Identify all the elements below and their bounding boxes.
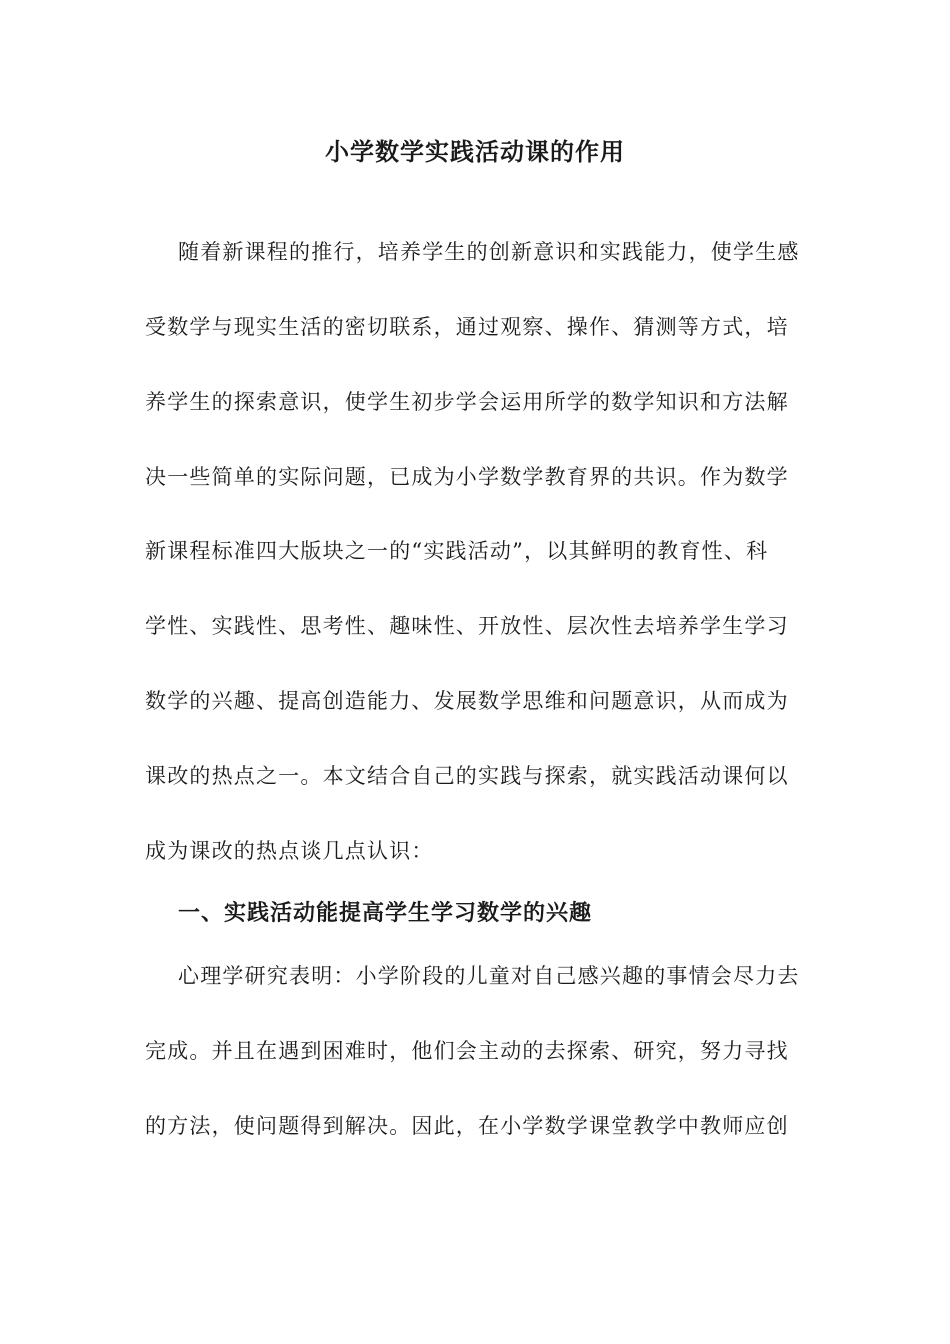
paragraph-line: 决一些简单的实际问题，已成为小学数学教育界的共识。作为数学	[145, 465, 789, 489]
paragraph-line: 学性、实践性、思考性、趣味性、开放性、层次性去培养学生学习	[145, 614, 789, 638]
paragraph-line: 成为课改的热点谈几点认识：	[145, 839, 434, 863]
paragraph-line: 随着新课程的推行，培养学生的创新意识和实践能力，使学生感	[178, 240, 800, 264]
document-title: 小学数学实践活动课的作用	[325, 137, 625, 166]
paragraph-line: 养学生的探索意识，使学生初步学会运用所学的数学知识和方法解	[145, 390, 789, 414]
section-heading: 一、实践活动能提高学生学习数学的兴趣	[178, 900, 593, 926]
paragraph-line: 课改的热点之一。本文结合自己的实践与探索，就实践活动课何以	[145, 764, 789, 788]
paragraph-line: 完成。并且在遇到困难时，他们会主动的去探索、研究，努力寻找	[145, 1039, 789, 1063]
paragraph-line: 心理学研究表明：小学阶段的儿童对自己感兴趣的事情会尽力去	[178, 964, 800, 988]
paragraph-line: 数学的兴趣、提高创造能力、发展数学思维和问题意识，从而成为	[145, 689, 789, 713]
paragraph-line: 受数学与现实生活的密切联系，通过观察、操作、猜测等方式，培	[145, 315, 789, 339]
paragraph-line: 的方法，使问题得到解决。因此，在小学数学课堂教学中教师应创	[145, 1114, 789, 1138]
paragraph-line: 新课程标准四大版块之一的“实践活动”，以其鲜明的教育性、科	[145, 539, 769, 563]
